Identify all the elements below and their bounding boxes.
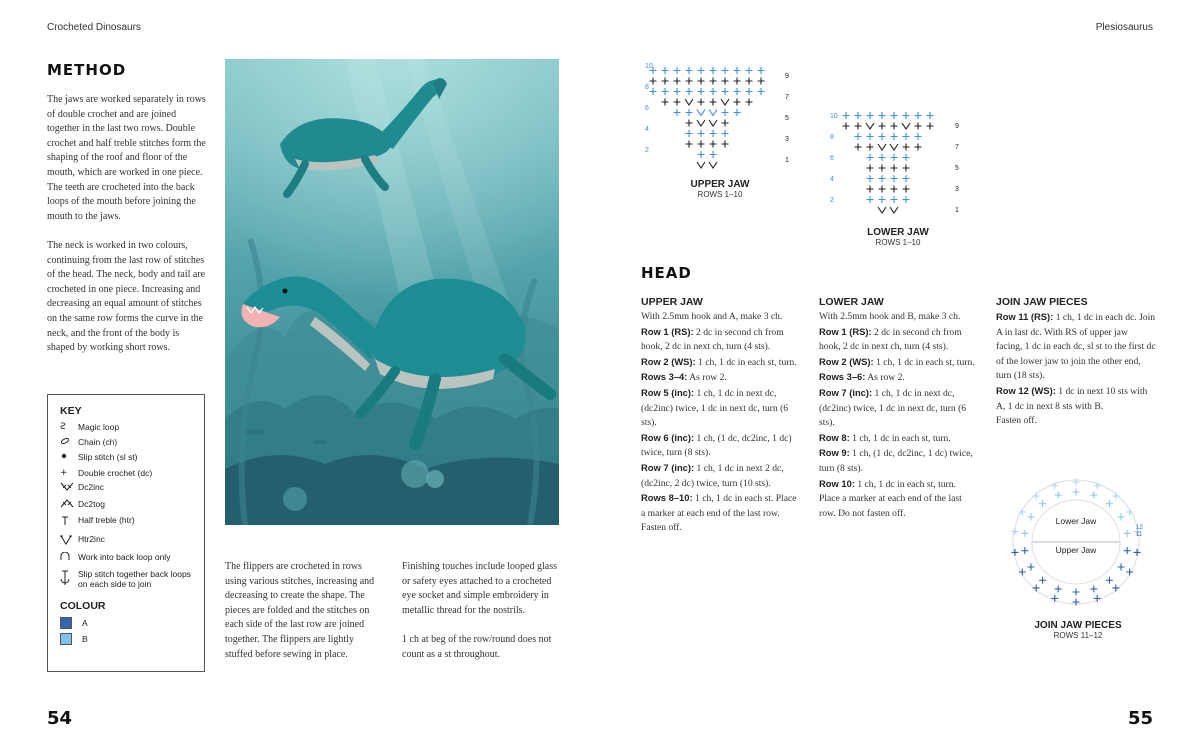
note-paragraph: 1 ch at beg of the row/round does not count as a st throughout. xyxy=(402,634,552,660)
dc-stitch-mark xyxy=(1033,584,1040,591)
upper-jaw-rows: ROWS 1–10 xyxy=(697,190,743,199)
dc-stitch-mark xyxy=(698,88,705,95)
dc-stitch-mark xyxy=(662,99,669,106)
dc-stitch-mark xyxy=(698,130,705,137)
join-jaw-instructions xyxy=(996,296,1156,429)
dc-stitch-mark xyxy=(1106,577,1113,584)
dc-stitch-mark xyxy=(915,112,922,119)
dc-stitch-mark xyxy=(686,141,693,148)
row-text: 1 ch, 1 dc in each st, turn. Place a marker at each end of the last row. Do not fasten off. xyxy=(819,478,962,519)
join-jaw-title: JOIN JAW PIECES xyxy=(1034,620,1122,631)
dc-stitch-mark xyxy=(1021,547,1028,554)
key-box xyxy=(47,394,205,672)
chart-row-number: 8 xyxy=(830,134,834,141)
row-label: Row 8: xyxy=(819,431,850,443)
row-label: Rows 8–10: xyxy=(641,492,693,504)
dc-stitch-mark xyxy=(915,133,922,140)
method-heading: METHOD xyxy=(47,61,127,79)
chart-row-number: 7 xyxy=(955,144,959,151)
dc-stitch-mark xyxy=(722,78,729,85)
row-label: Row 9: xyxy=(819,447,850,459)
dc-stitch-mark xyxy=(662,88,669,95)
dc-stitch-mark xyxy=(1094,482,1101,489)
chart-row-number: 1 xyxy=(785,157,789,164)
dc-stitch-mark xyxy=(903,133,910,140)
chart-row-number: 6 xyxy=(830,155,834,162)
slip-join-icon xyxy=(60,569,78,590)
key-item: Dc2tog xyxy=(60,499,204,511)
dc-stitch-mark xyxy=(698,141,705,148)
dc-stitch-mark xyxy=(867,144,874,151)
row-text: 1 ch, 1 dc in next dc, (dc2inc) twice, 1 dc in next dc, turn (6 sts). xyxy=(819,387,967,429)
row-label: Row 1 (RS): xyxy=(641,325,694,337)
dc-stitch-mark xyxy=(1055,585,1062,592)
dc-stitch-mark xyxy=(879,186,886,193)
chart-row-number: 5 xyxy=(955,165,959,172)
join-chart-lower-label: Lower Jaw xyxy=(1055,516,1097,526)
chart-row-number: 7 xyxy=(785,94,789,101)
dc-stitch-mark xyxy=(710,99,717,106)
chart-row-number: 8 xyxy=(645,84,649,91)
dc-stitch-mark xyxy=(903,196,910,203)
dc-stitch-mark xyxy=(1090,492,1097,499)
dc-stitch-mark xyxy=(650,88,657,95)
dc-stitch-mark xyxy=(734,99,741,106)
upper-jaw-chart xyxy=(645,55,800,180)
inc-stitch-mark xyxy=(902,123,910,129)
dc-stitch-mark xyxy=(746,78,753,85)
chart-row-number: 3 xyxy=(785,136,789,143)
dc-stitch-mark xyxy=(674,99,681,106)
upper-jaw-caption xyxy=(660,179,780,199)
dc-stitch-mark xyxy=(722,130,729,137)
dc-stitch-mark xyxy=(1027,564,1034,571)
chart-row-number: 10 xyxy=(830,113,838,120)
row-label: Row 2 (WS): xyxy=(819,355,874,367)
inc-stitch-mark xyxy=(890,207,898,213)
dc-stitch-mark xyxy=(879,133,886,140)
dc-stitch-mark xyxy=(710,88,717,95)
lower-jaw-instructions xyxy=(819,296,977,521)
inc-stitch-mark xyxy=(709,110,717,116)
dc-stitch-mark xyxy=(734,88,741,95)
lower-jaw-chart xyxy=(830,105,970,225)
lower-jaw-subheading: LOWER JAW xyxy=(819,296,884,308)
dc-stitch-mark xyxy=(686,88,693,95)
dc-stitch-mark xyxy=(843,123,850,130)
dc-stitch-mark xyxy=(879,112,886,119)
chart-row-number: 1 xyxy=(955,207,959,214)
dc-stitch-mark xyxy=(1118,514,1125,521)
row-label: Row 10: xyxy=(819,477,855,489)
colour-swatch-a xyxy=(60,617,72,629)
dc-stitch-mark xyxy=(1073,489,1080,496)
inc-stitch-mark xyxy=(878,207,886,213)
dc-stitch-mark xyxy=(674,109,681,116)
inc-stitch-mark xyxy=(721,99,729,105)
dc-stitch-mark xyxy=(891,165,898,172)
upper-jaw-title: UPPER JAW xyxy=(690,179,750,190)
head-heading: HEAD xyxy=(641,264,692,282)
dc-stitch-mark xyxy=(891,175,898,182)
dc-stitch-mark xyxy=(879,175,886,182)
dc-stitch-mark xyxy=(1073,589,1080,596)
instruction-line xyxy=(996,414,1156,429)
dc-stitch-mark xyxy=(722,141,729,148)
dc-stitch-mark xyxy=(867,133,874,140)
half-treble-icon xyxy=(60,515,78,529)
inc-stitch-mark xyxy=(709,162,717,168)
dc-stitch-mark xyxy=(1134,549,1141,556)
inc-stitch-mark xyxy=(697,162,705,168)
dc-stitch-mark xyxy=(927,123,934,130)
key-item: Ƨ Magic loop xyxy=(60,422,120,432)
colour-item-a: A xyxy=(60,617,204,629)
row-label: Row 1 (RS): xyxy=(819,325,872,337)
join-chart-row-numbers: 12 11 xyxy=(1136,525,1143,538)
method-paragraph-2: The neck is worked in two colours, continuing from the last row of stitches of the head. The neck, body and tail are crocheted in one piece. Increasing and decreasing an equal amount of stitches on the same row forms the curve in the neck, and the front of the body is shaped by working short rows. xyxy=(47,240,206,354)
dc-stitch-mark xyxy=(879,165,886,172)
dc-stitch-mark xyxy=(903,186,910,193)
dc-stitch-mark xyxy=(698,99,705,106)
key-item: Slip stitch together back loops on each side to join xyxy=(60,569,204,590)
dc-stitch-mark xyxy=(722,109,729,116)
row-label: Row 7 (inc): xyxy=(819,386,873,398)
inc-stitch-mark xyxy=(878,144,886,150)
row-text: 2 dc in second ch from hook, 2 dc in next ch, turn (4 sts). xyxy=(641,326,784,353)
row-label: Row 6 (inc): xyxy=(641,431,695,443)
dc-stitch-mark xyxy=(1094,595,1101,602)
slip-stitch-icon xyxy=(60,452,78,463)
row-text: 1 ch, 1 dc in each st, turn. xyxy=(873,356,975,368)
dc-stitch-mark xyxy=(1021,530,1028,537)
instruction-line xyxy=(641,310,801,325)
instruction-line xyxy=(819,325,977,355)
row-text: Fasten off. xyxy=(641,522,682,534)
inc-stitch-mark xyxy=(685,99,693,105)
key-item: Slip stitch (sl st) xyxy=(60,452,204,463)
dc-stitch-mark xyxy=(674,88,681,95)
flippers-paragraph: The flippers are crocheted in rows using various stitches, increasing and decreasing to create the shape. The pieces are folded and the stitches on each side of the last row are joined together. The flippers are lightly stuffed before sewing in place. xyxy=(225,561,375,660)
dc-stitch-mark xyxy=(686,78,693,85)
join-chart-upper-label: Upper Jaw xyxy=(1055,545,1097,555)
colour-title: COLOUR xyxy=(60,599,106,612)
dc-stitch-mark xyxy=(891,196,898,203)
colour-item-b: B xyxy=(60,633,204,645)
inc-stitch-mark xyxy=(697,110,705,116)
dc-stitch-mark xyxy=(855,133,862,140)
dc-stitch-mark xyxy=(1124,547,1131,554)
dc-stitch-mark xyxy=(1124,530,1131,537)
dc-stitch-mark xyxy=(722,67,729,74)
dc-stitch-mark xyxy=(746,99,753,106)
dc-stitch-mark xyxy=(1033,493,1040,500)
dc-stitch-mark xyxy=(758,88,765,95)
chart-row-number: 2 xyxy=(830,197,834,204)
plesiosaurus-illustration xyxy=(225,59,559,525)
dc-stitch-mark xyxy=(915,123,922,130)
dc-stitch-mark xyxy=(734,67,741,74)
dc-stitch-mark xyxy=(758,78,765,85)
key-item: + Double crochet (dc) xyxy=(60,467,153,478)
dc-stitch-mark xyxy=(1011,549,1018,556)
dc-stitch-mark xyxy=(1112,584,1119,591)
instruction-line xyxy=(819,386,977,431)
dc-stitch-mark xyxy=(1051,482,1058,489)
dc-stitch-mark xyxy=(867,112,874,119)
double-crochet-icon: + xyxy=(60,467,68,478)
dc-stitch-mark xyxy=(891,186,898,193)
instruction-line xyxy=(996,310,1156,384)
instruction-line xyxy=(641,521,801,536)
dc-stitch-mark xyxy=(867,175,874,182)
row-label: Row 12 (WS): xyxy=(996,384,1056,396)
chart-row-number: 3 xyxy=(955,186,959,193)
dc-stitch-mark xyxy=(698,78,705,85)
dc-stitch-mark xyxy=(1106,500,1113,507)
page-number-right: 55 xyxy=(1127,708,1153,729)
row-label: Rows 3–4: xyxy=(641,371,688,383)
dc-stitch-mark xyxy=(1027,514,1034,521)
dc-stitch-mark xyxy=(710,151,717,158)
instruction-line xyxy=(819,370,977,386)
key-item: Chain (ch) xyxy=(60,437,204,448)
dc-stitch-mark xyxy=(903,165,910,172)
dc-stitch-mark xyxy=(1112,493,1119,500)
dc-stitch-mark xyxy=(710,67,717,74)
row-label: Rows 3–6: xyxy=(819,371,866,383)
row-text: 1 ch, (1 dc, dc2inc, 1 dc) twice, turn (8 sts). xyxy=(641,432,792,459)
upper-jaw-instructions xyxy=(641,296,801,536)
finishing-paragraph: Finishing touches include looped glass or safety eyes attached to a crocheted eye socket and simple embroidery in metallic thread for the nostrils. xyxy=(402,561,557,616)
row-text: 1 ch, 1 dc in each st. Place a marker at each end of the last row. xyxy=(641,493,797,519)
dc-stitch-mark xyxy=(1039,577,1046,584)
row-text: 2 dc in second ch from hook, 2 dc in next ch, turn (4 sts). xyxy=(819,326,962,353)
chart-row-number: 4 xyxy=(645,126,649,133)
row-label: Row 11 (RS): xyxy=(996,311,1054,322)
dc-stitch-mark xyxy=(710,141,717,148)
dc-stitch-mark xyxy=(1090,585,1097,592)
instruction-line xyxy=(641,370,801,386)
dc2tog-icon xyxy=(60,499,78,511)
dc-stitch-mark xyxy=(674,67,681,74)
dc2inc-icon xyxy=(60,482,78,494)
lower-jaw-caption xyxy=(838,227,958,247)
dc-stitch-mark xyxy=(686,130,693,137)
dc-stitch-mark xyxy=(734,109,741,116)
back-loop-icon xyxy=(60,552,78,564)
row-text: 1 ch, (1 dc, dc2inc, 1 dc) twice, turn (8 sts). xyxy=(819,448,973,474)
dc-stitch-mark xyxy=(698,151,705,158)
htr2inc-icon xyxy=(60,534,78,548)
instruction-line xyxy=(819,310,977,325)
dc-stitch-mark xyxy=(891,133,898,140)
dc-stitch-mark xyxy=(686,109,693,116)
dc-stitch-mark xyxy=(1055,492,1062,499)
instruction-line xyxy=(819,446,977,476)
row-text: 1 ch, 1 dc in each st, turn. xyxy=(695,356,797,368)
join-jaw-rows: ROWS 11–12 xyxy=(1053,631,1103,640)
dc-stitch-mark xyxy=(891,112,898,119)
dc-stitch-mark xyxy=(758,67,765,74)
chain-icon xyxy=(60,437,78,448)
dc-stitch-mark xyxy=(1039,500,1046,507)
colour-swatch-b xyxy=(60,633,72,645)
dc-stitch-mark xyxy=(915,144,922,151)
dc-stitch-mark xyxy=(686,67,693,74)
dc-stitch-mark xyxy=(855,112,862,119)
dc-stitch-mark xyxy=(891,154,898,161)
row-text: 1 dc in next 10 sts with A, 1 dc in next 8 sts with B. xyxy=(996,385,1148,412)
dc-stitch-mark xyxy=(903,144,910,151)
dc-stitch-mark xyxy=(927,112,934,119)
instruction-line xyxy=(641,325,801,355)
join-jaw-subheading: JOIN JAW PIECES xyxy=(996,296,1088,308)
chart-row-number: 2 xyxy=(645,147,649,154)
dc-stitch-mark xyxy=(734,78,741,85)
instruction-line xyxy=(641,491,801,521)
row-text: 1 ch, 1 dc in each dc. Join A in last dc. With RS of upper jaw facing, 1 dc in each dc, sl st to the first dc of the lower jaw to join the other end, turn (18 sts). xyxy=(996,312,1156,382)
inc-stitch-mark xyxy=(709,120,717,126)
chart-row-number: 9 xyxy=(785,73,789,80)
instruction-line xyxy=(819,431,977,447)
dc-stitch-mark xyxy=(686,120,693,127)
dc-stitch-mark xyxy=(710,78,717,85)
row-label: Row 2 (WS): xyxy=(641,355,696,367)
dc-stitch-mark xyxy=(867,186,874,193)
dc-stitch-mark xyxy=(903,175,910,182)
dc-stitch-mark xyxy=(1011,528,1018,535)
instruction-line xyxy=(641,431,801,461)
dc-stitch-mark xyxy=(867,196,874,203)
inc-stitch-mark xyxy=(697,120,705,126)
row-text: As row 2. xyxy=(865,372,905,384)
dc-stitch-mark xyxy=(710,130,717,137)
dc-stitch-mark xyxy=(879,123,886,130)
instruction-line xyxy=(996,384,1156,414)
dc-stitch-mark xyxy=(843,112,850,119)
magic-loop-icon: Ƨ xyxy=(60,422,66,432)
dc-stitch-mark xyxy=(722,120,729,127)
chart-row-number: 9 xyxy=(955,123,959,130)
running-head-left: Crocheted Dinosaurs xyxy=(47,22,141,33)
lower-jaw-rows: ROWS 1–10 xyxy=(875,238,921,247)
dc-stitch-mark xyxy=(903,154,910,161)
instruction-line xyxy=(819,477,977,522)
dc-stitch-mark xyxy=(662,78,669,85)
dc-stitch-mark xyxy=(650,78,657,85)
dc-stitch-mark xyxy=(698,67,705,74)
key-title: KEY xyxy=(60,405,82,417)
instruction-line xyxy=(641,461,801,491)
join-jaw-chart xyxy=(1000,470,1160,620)
row-text: 1 ch, 1 dc in next 2 dc, (dc2inc, 2 dc) twice, turn (10 sts). xyxy=(641,462,784,489)
row-label: Row 7 (inc): xyxy=(641,461,695,473)
instruction-line xyxy=(819,355,977,371)
running-head-right: Plesiosaurus xyxy=(1095,22,1153,33)
chart-row-number: 5 xyxy=(785,115,789,122)
dc-stitch-mark xyxy=(746,67,753,74)
key-item: Htr2inc xyxy=(60,534,204,548)
chart-row-number: 4 xyxy=(830,176,834,183)
dc-stitch-mark xyxy=(903,112,910,119)
row-text: 1 ch, 1 dc in next dc, (dc2inc) twice, 1 dc in next dc, turn (6 sts). xyxy=(641,387,789,429)
inc-stitch-mark xyxy=(866,123,874,129)
row-text: As row 2. xyxy=(687,372,727,384)
key-item: Dc2inc xyxy=(60,482,204,494)
chart-row-number: 10 xyxy=(645,63,653,70)
dc-stitch-mark xyxy=(746,88,753,95)
key-item: Half treble (htr) xyxy=(60,515,204,529)
join-jaw-caption xyxy=(1018,620,1138,640)
upper-jaw-subheading: UPPER JAW xyxy=(641,296,703,308)
dc-stitch-mark xyxy=(855,144,862,151)
row-text: With 2.5mm hook and B, make 3 ch. xyxy=(819,311,961,322)
dc-stitch-mark xyxy=(867,165,874,172)
key-item: Work into back loop only xyxy=(60,552,204,564)
inc-stitch-mark xyxy=(890,144,898,150)
dc-stitch-mark xyxy=(891,123,898,130)
dc-stitch-mark xyxy=(674,78,681,85)
instruction-line xyxy=(641,355,801,371)
dc-stitch-mark xyxy=(1051,595,1058,602)
dc-stitch-mark xyxy=(879,196,886,203)
dc-stitch-mark xyxy=(722,88,729,95)
row-text: With 2.5mm hook and A, make 3 ch. xyxy=(641,311,783,322)
dc-stitch-mark xyxy=(879,154,886,161)
dc-stitch-mark xyxy=(855,123,862,130)
dc-stitch-mark xyxy=(1118,564,1125,571)
dc-stitch-mark xyxy=(662,67,669,74)
chart-row-number: 6 xyxy=(645,105,649,112)
page-number-left: 54 xyxy=(47,708,73,729)
lower-jaw-title: LOWER JAW xyxy=(867,227,929,238)
dc-stitch-mark xyxy=(867,154,874,161)
method-paragraph-1: The jaws are worked separately in rows of double crochet and are joined together in the last two rows. Double crochet and half treble stitches form the shaping of the roof and floor of the mouth, which are worked in one piece. The teeth are crocheted into the back loops of the mouth before joining the mouth to the jaws. xyxy=(47,94,206,222)
row-text: 1 ch, 1 dc in each st, turn. xyxy=(849,432,951,444)
row-text: Fasten off. xyxy=(996,415,1037,427)
row-label: Row 5 (inc): xyxy=(641,386,695,398)
instruction-line xyxy=(641,386,801,431)
